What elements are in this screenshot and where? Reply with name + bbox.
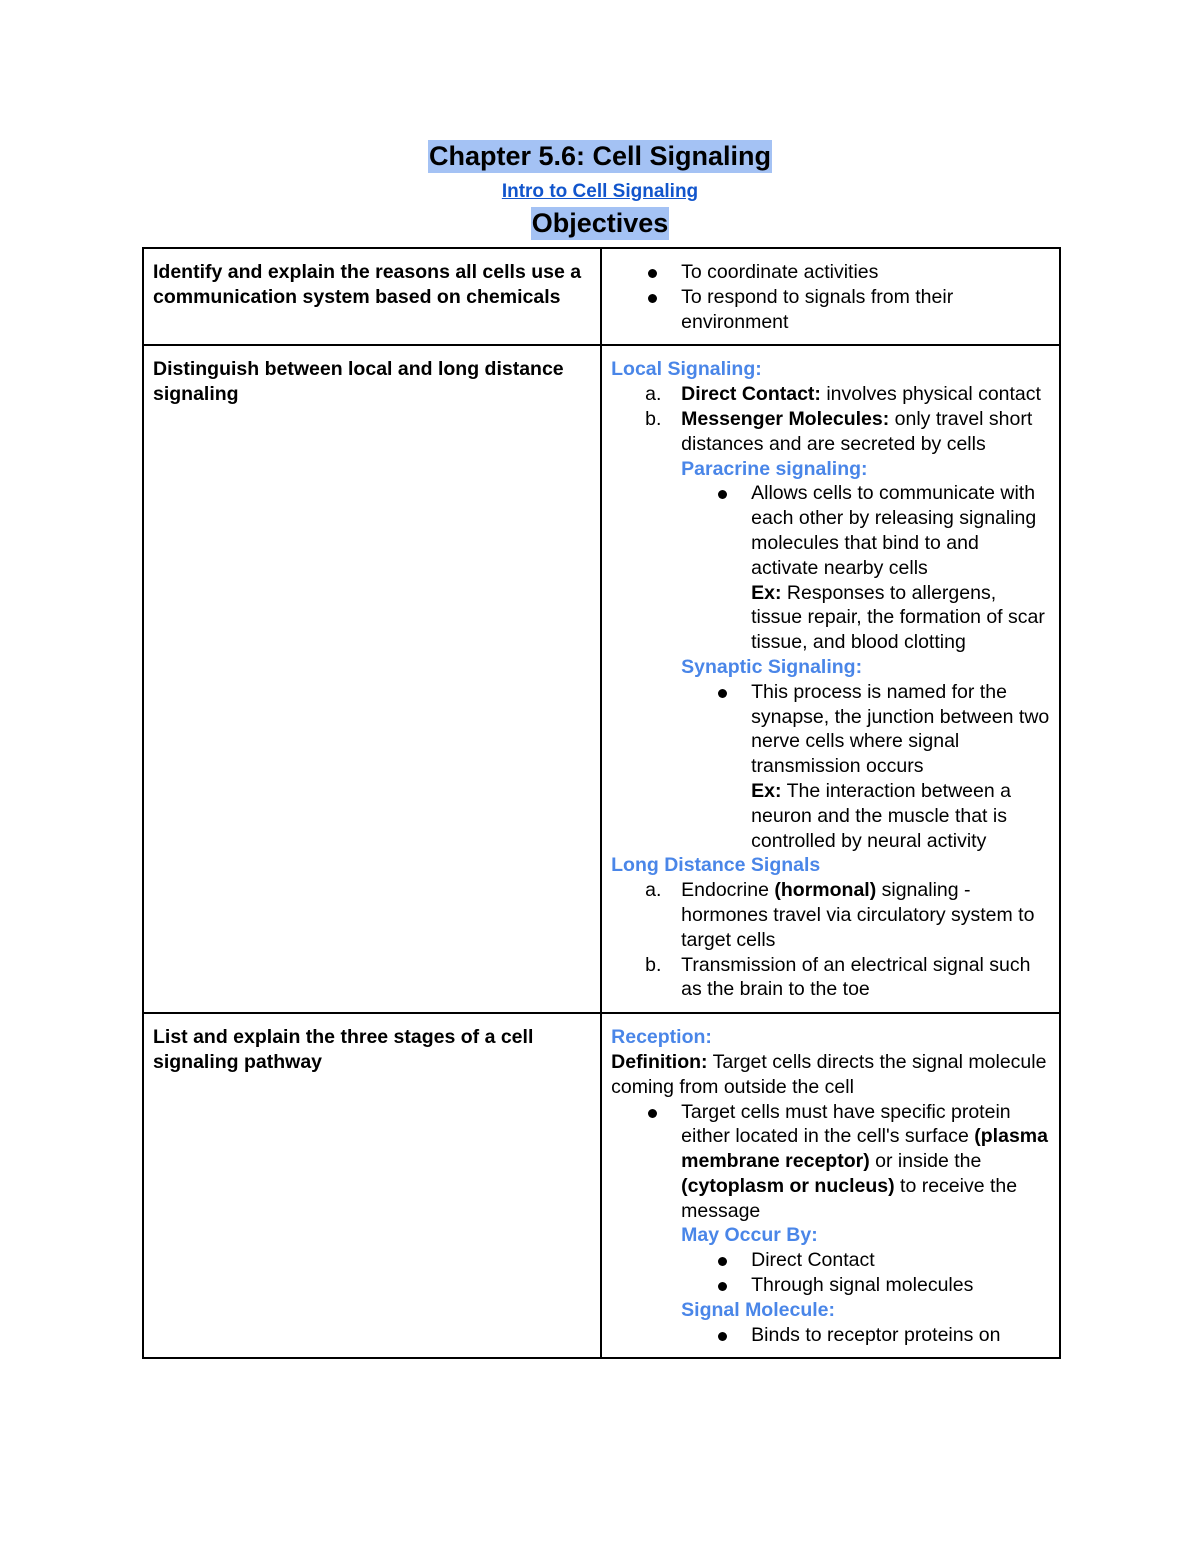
definition-text: Definition: Target cells directs the signal molecule coming from outside the cell	[611, 1050, 1047, 1098]
answer-cell	[601, 248, 1060, 345]
answer-cell	[601, 345, 1060, 1013]
objectives-table	[142, 247, 1061, 1359]
list-item: This process is named for the synapse, the junction between two nerve cells where signal transmission occurs Ex: The interaction between a neuron and the muscle that is controlled by neural activity	[611, 680, 1050, 854]
table-row	[143, 345, 1060, 1013]
list-item: b. Transmission of an electrical signal such as the brain to the toe	[645, 953, 1031, 1001]
local-signaling-heading: Local Signaling:	[611, 358, 762, 381]
objective-cell: Distinguish between local and long distance signaling	[143, 345, 601, 1013]
answer-cell	[601, 1013, 1060, 1358]
list-item: Through signal molecules	[611, 1273, 1050, 1298]
bullet-icon	[648, 269, 657, 278]
signal-molecule-heading: Signal Molecule:	[681, 1298, 835, 1321]
bullet-icon	[718, 1282, 727, 1291]
bullet-icon	[718, 1257, 727, 1266]
long-distance-heading: Long Distance Signals	[611, 854, 821, 877]
list-item: Binds to receptor proteins on	[611, 1323, 1050, 1348]
list-item: To respond to signals from their environment	[611, 285, 1050, 335]
paracrine-heading: Paracrine signaling:	[681, 457, 868, 480]
table-row	[143, 248, 1060, 345]
list-item: Allows cells to communicate with each other by releasing signaling molecules that bind to and activate nearby cells Ex: Responses to allergens, tissue repair, the formation of scar tissue, and blood clotting	[611, 481, 1050, 655]
synaptic-heading: Synaptic Signaling:	[681, 655, 863, 678]
bullet-icon	[718, 689, 727, 698]
list-item: Direct Contact	[611, 1248, 1050, 1273]
page-title: Chapter 5.6: Cell Signaling	[428, 141, 772, 171]
objective-cell: Identify and explain the reasons all cells use a communication system based on chemicals	[143, 248, 601, 345]
bullet-icon	[648, 1109, 657, 1118]
intro-link[interactable]: Intro to Cell Signaling	[501, 181, 699, 202]
objective-cell: List and explain the three stages of a cell signaling pathway	[143, 1013, 601, 1358]
table-row	[143, 1013, 1060, 1358]
document-header	[0, 140, 1200, 240]
list-item: a. Endocrine (hormonal) signaling - hormones travel via circulatory system to target cells	[645, 879, 1035, 951]
list-item: b. Messenger Molecules: only travel short distances and are secreted by cells	[645, 407, 1033, 455]
reception-heading: Reception:	[611, 1026, 712, 1049]
bullet-icon	[718, 1332, 727, 1341]
bullet-icon	[648, 294, 657, 303]
list-item: Target cells must have specific protein either located in the cell's surface (plasma membrane receptor) or inside the (cytoplasm or nucleus) to receive the message	[611, 1100, 1050, 1224]
list-item: a. Direct Contact: involves physical contact	[645, 383, 1041, 406]
may-occur-heading: May Occur By:	[681, 1224, 818, 1247]
list-item: To coordinate activities	[611, 260, 1050, 285]
bullet-icon	[718, 490, 727, 499]
objectives-heading: Objectives	[531, 208, 669, 238]
